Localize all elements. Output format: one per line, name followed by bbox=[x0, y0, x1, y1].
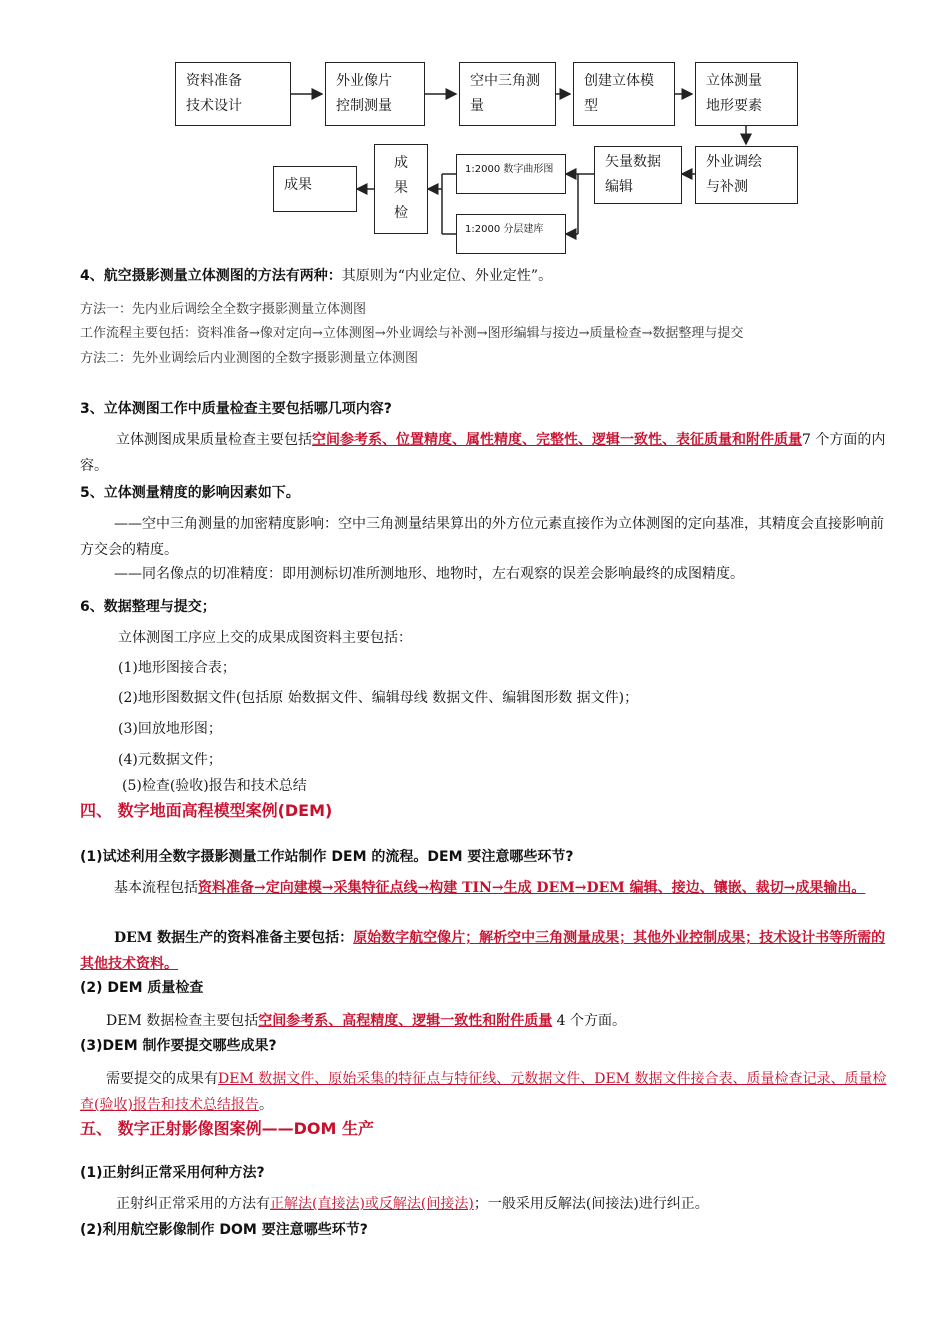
flow-box-result-check: 成 果 检 bbox=[374, 144, 428, 234]
dom-answer-1: 正射纠正常采用的方法有正解法(直接法)或反解法(间接法)；一般采用反解法(间接法)进行纠正。 bbox=[116, 1196, 709, 1212]
method-1: 方法一：先内业后调绘全全数字摄影测量立体测图 bbox=[80, 302, 367, 317]
dem-title: 四、 数字地面高程模型案例(DEM) bbox=[80, 801, 333, 820]
section-4-heading-line: 4、航空摄影测量立体测图的方法有两种：其原则为“内业定位、外业定性”。 bbox=[80, 268, 553, 284]
section-3-heading: 3、立体测图工作中质量检查主要包括哪几项内容? bbox=[80, 401, 392, 417]
flow-box-vector-edit: 矢量数据 编辑 bbox=[594, 146, 682, 204]
dem-answer-2: DEM 数据生产的资料准备主要包括：原始数字航空像片；解析空中三角测量成果；其他外业控制成果；技术设计书等所需的其他技术资料。 bbox=[80, 930, 886, 972]
workflow: 工作流程主要包括：资料准备→像对定向→立体测图→外业调绘与补测→图形编辑与接边→质量检查→数据整理与提交 bbox=[80, 326, 744, 341]
section-6-item-4: (4)元数据文件； bbox=[118, 752, 222, 768]
dem-question-2: (2) DEM 质量检查 bbox=[80, 980, 204, 996]
flow-box-field-survey: 外业调绘 与补测 bbox=[695, 146, 798, 204]
flow-box-aerotriangulation: 空中三角测 量 bbox=[459, 62, 556, 126]
section-5-item-2: ——同名像点的切准精度：即用测标切准所测地形、地物时，左右观察的误差会影响最终的成图精度。 bbox=[114, 566, 744, 582]
section-6-item-5: (5)检查(验收)报告和技术总结 bbox=[122, 778, 307, 794]
section-5-item-1: ——空中三角测量的加密精度影响：空中三角测量结果算出的外方位元素直接作为立体测图的定向基准，其精度会直接影响前方交会的精度。 bbox=[80, 516, 884, 558]
method-2: 方法二：先外业调绘后内业测图的全数字摄影测量立体测图 bbox=[80, 351, 419, 366]
dem-answer-4: 需要提交的成果有DEM 数据文件、原始采集的特征点与特征线、元数据文件、DEM 数据文件接合表、质量检查记录、质量检查(验收)报告和技术总结报告。 bbox=[80, 1071, 887, 1113]
flow-box-stereo-model: 创建立体模 型 bbox=[573, 62, 675, 126]
section-6-heading: 6、数据整理与提交； bbox=[80, 599, 216, 615]
section-6-item-1: (1)地形图接合表； bbox=[118, 660, 236, 676]
dem-question-1: (1)试述利用全数字摄影测量工作站制作 DEM 的流程。DEM 要注意哪些环节? bbox=[80, 849, 574, 865]
dom-question-1: (1)正射纠正常采用何种方法? bbox=[80, 1165, 265, 1181]
section-6-item-2: (2)地形图数据文件(包括原 始数据文件、编辑母线 数据文件、编辑图形数 据文件)； bbox=[118, 690, 639, 706]
dem-question-3: (3)DEM 制作要提交哪些成果? bbox=[80, 1038, 277, 1054]
flowchart bbox=[0, 0, 950, 260]
section-6-intro: 立体测图工序应上交的成果成图资料主要包括： bbox=[118, 630, 412, 646]
dem-answer-3: DEM 数据检查主要包括空间参考系、高程精度、逻辑一致性和附件质量 4 个方面。 bbox=[106, 1013, 627, 1029]
flow-box-digital-map: 1:2000 数字曲形图 bbox=[456, 154, 566, 194]
flow-box-result: 成果 bbox=[273, 166, 357, 212]
flow-box-data-prep: 资料准备 技术设计 bbox=[175, 62, 291, 126]
flow-box-stereo-measure: 立体测量 地形要素 bbox=[695, 62, 798, 126]
flow-box-layer-db: 1:2000 分层建库 bbox=[456, 214, 566, 254]
section-3-paragraph: 立体测图成果质量检查主要包括空间参考系、位置精度、属性精度、完整性、逻辑一致性、表征质量和附件质量7 个方面的内容。 bbox=[80, 432, 886, 474]
section-5-heading: 5、立体测量精度的影响因素如下。 bbox=[80, 485, 300, 501]
dom-question-2: (2)利用航空影像制作 DOM 要注意哪些环节? bbox=[80, 1222, 368, 1238]
dem-answer-1: 基本流程包括资料准备→定向建模→采集特征点线→构建 TIN→生成 DEM→DEM 编辑、接边、镶嵌、裁切→成果输出。 bbox=[114, 880, 866, 896]
flow-box-field-control: 外业像片 控制测量 bbox=[325, 62, 425, 126]
section-6-item-3: (3)回放地形图； bbox=[118, 721, 222, 737]
dom-title: 五、 数字正射影像图案例——DOM 生产 bbox=[80, 1119, 374, 1138]
